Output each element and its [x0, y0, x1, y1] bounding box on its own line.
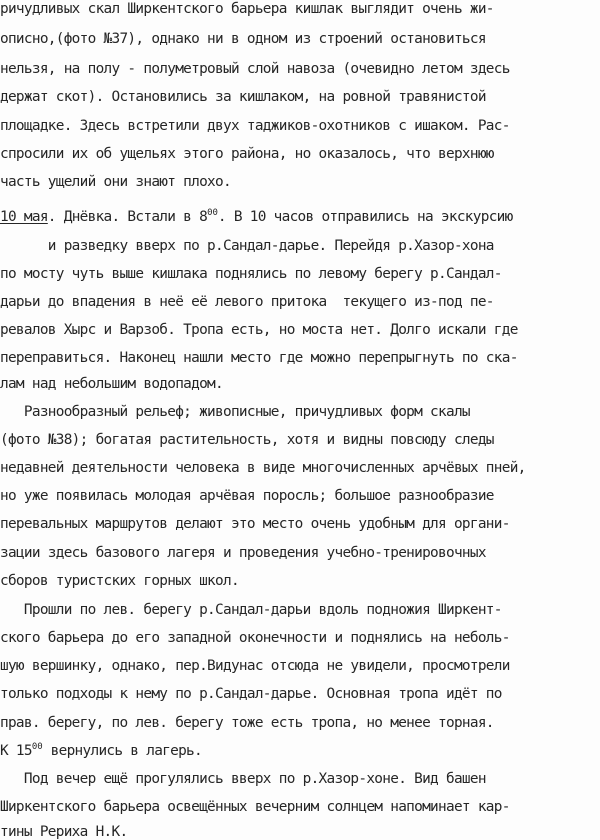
text-segment: шую вершинку, однако, пер.Видунас отсюда не увидели, просмотрели [0, 658, 510, 674]
text-segment: сборов туристских горных школ. [0, 573, 239, 589]
text-line [0, 546, 486, 560]
text-line [0, 32, 486, 46]
text-segment: . В 10 часов отправились на экскурсию [217, 209, 513, 225]
entry-date: 10 мая [0, 209, 48, 225]
text-segment: зации здесь базового лагеря и проведения учебно-тренировочных [0, 545, 486, 561]
text-line [0, 175, 231, 189]
text-line [0, 603, 502, 617]
text-segment: прав. берегу, по лев. берегу тоже есть тропа, но менее торная. [0, 715, 494, 731]
text-line [0, 517, 510, 531]
text-line [0, 62, 510, 76]
text-line [0, 631, 510, 645]
text-line [0, 323, 518, 337]
text-line [0, 574, 239, 588]
text-segment: держат скот). Остановились за кишлаком, на ровной травянистой [0, 89, 486, 105]
text-segment: К 15 [0, 743, 32, 759]
text-segment: описно,(фото №37), однако ни в одном из строений остановиться [0, 31, 486, 47]
text-line [0, 119, 510, 133]
text-segment: Разнообразный рельеф; живописные, причудливых форм скалы [0, 404, 470, 420]
text-line [0, 825, 127, 839]
text-segment: но уже появилась молодая арчёвая поросль; большое разнообразие [0, 488, 494, 504]
text-line [0, 687, 502, 701]
text-segment: ревалов Хырс и Варзоб. Тропа есть, но моста нет. Долго искали где [0, 322, 518, 338]
text-segment: дарьи до впадения в неё её левого притока текущего из-под пе- [0, 294, 494, 310]
text-segment: Ширкентского барьера освещённых вечерним солнцем напоминает кар- [0, 799, 510, 815]
text-line [0, 743, 202, 758]
text-line [0, 716, 494, 730]
text-segment: (фото №38); богатая растительность, хотя и видны повсюду следы [0, 432, 494, 448]
text-segment: Под вечер ещё прогулялись вверх по р.Хазор-хоне. Вид башен [0, 771, 486, 787]
time-superscript: 00 [31, 742, 43, 752]
text-segment: вернулись в лагерь. [42, 743, 202, 759]
text-segment: недавней деятельности человека в виде многочисленных арчёвых пней, [0, 460, 526, 476]
text-line [0, 489, 494, 503]
text-segment: Прошли по лев. берегу р.Сандал-дарьи вдоль подножия Ширкент- [0, 602, 502, 618]
text-line [0, 461, 526, 475]
text-line [0, 209, 513, 224]
text-segment: переправиться. Наконец нашли место где можно перепрыгнуть по ска- [0, 350, 518, 366]
text-line [0, 90, 486, 104]
text-segment: . Днёвка. Встали в 8 [47, 209, 208, 225]
text-line [0, 147, 494, 161]
text-segment: часть ущелий они знают плохо. [0, 174, 231, 190]
text-segment: ского барьера до его западной оконечности и поднялись на неболь- [0, 630, 510, 646]
text-line [0, 800, 510, 814]
text-line [0, 2, 494, 16]
text-segment: и разведку вверх по р.Сандал-дарье. Перейдя р.Хазор-хона [0, 238, 494, 254]
text-line [0, 433, 494, 447]
text-line [0, 351, 518, 365]
text-line [0, 239, 494, 253]
text-line [0, 267, 502, 281]
text-segment: нельзя, на полу - полуметровый слой навоза (очевидно летом здесь [0, 61, 510, 77]
time-superscript: 00 [207, 208, 218, 218]
text-segment: только подходы к нему по р.Сандал-дарье. Основная тропа идёт по [0, 686, 502, 702]
text-segment: площадке. Здесь встретили двух таджиков-охотников с ишаком. Рас- [0, 118, 510, 134]
text-segment: тины Рериха Н.К. [0, 824, 128, 840]
text-segment: ричудливых скал Ширкентского барьера кишлак выглядит очень жи- [0, 1, 494, 17]
text-line [0, 405, 470, 419]
text-segment: спросили их об ущельях этого района, но оказалось, что верхнюю [0, 146, 494, 162]
text-segment: по мосту чуть выше кишлака поднялись по левому берегу р.Сандал- [0, 266, 502, 282]
text-line [0, 377, 223, 391]
text-line [0, 772, 486, 786]
text-segment: лам над небольшим водопадом. [0, 376, 223, 392]
text-line [0, 295, 494, 309]
text-line [0, 659, 510, 673]
text-segment: перевальных маршрутов делают это место очень удобным для органи- [0, 516, 510, 532]
